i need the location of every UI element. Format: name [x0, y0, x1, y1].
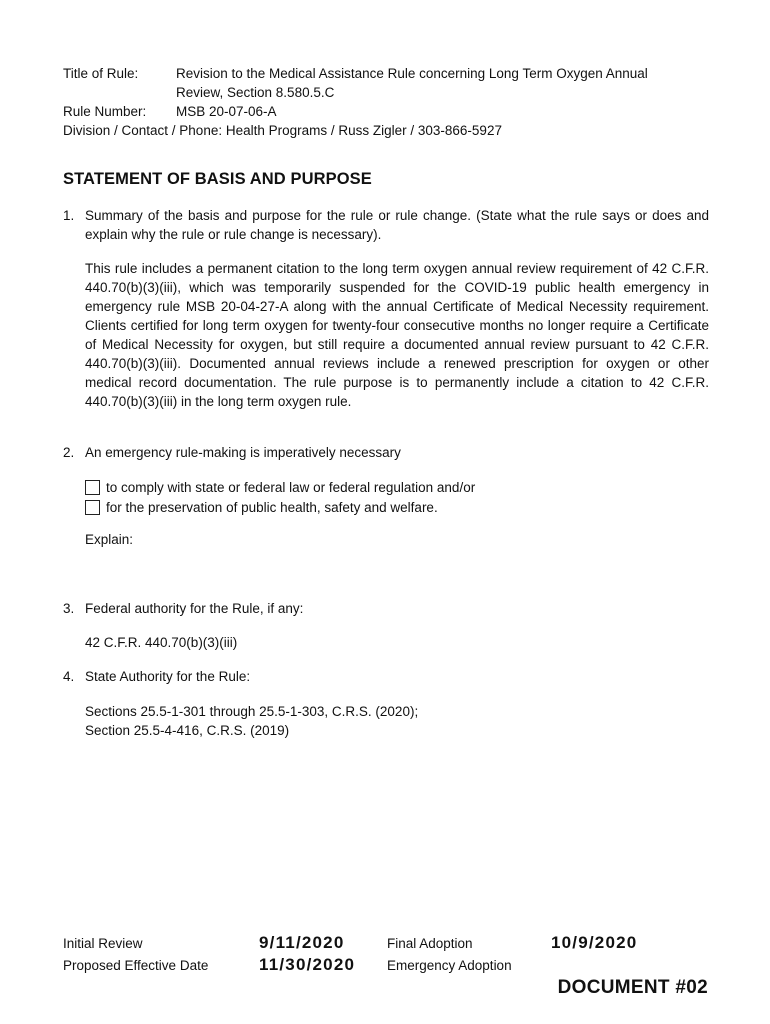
- proposed-effective-date-label: Proposed Effective Date: [63, 958, 209, 973]
- item-3-question: [63, 599, 709, 618]
- item-4-answer-line-1: Sections 25.5-1-301 through 25.5-1-303, C.R.S. (2020);: [85, 704, 419, 719]
- explain-label: Explain:: [85, 532, 134, 547]
- title-label: Title of Rule:: [63, 66, 139, 81]
- rule-header: [63, 64, 723, 140]
- checkbox-comply-law[interactable]: [85, 480, 100, 495]
- rule-number-label: Rule Number:: [63, 104, 147, 119]
- initial-review-date: 9/11/2020: [259, 933, 345, 952]
- final-adoption-label: Final Adoption: [387, 936, 473, 951]
- initial-review-label: Initial Review: [63, 936, 143, 951]
- item-number: 2.: [63, 445, 75, 460]
- checkbox-label: for the preservation of public health, safety and welfare.: [106, 499, 438, 515]
- title-line-1: Revision to the Medical Assistance Rule concerning Long Term Oxygen Annual: [176, 66, 648, 81]
- checkbox-public-health[interactable]: [85, 500, 100, 515]
- item-number: 1.: [63, 208, 75, 223]
- emergency-checkbox-group: [85, 477, 709, 517]
- item-4-answer: [85, 702, 709, 740]
- item-question-text: State Authority for the Rule:: [85, 669, 251, 684]
- division-contact-line: Division / Contact / Phone: Health Programs / Russ Zigler / 303-866-5927: [63, 123, 502, 138]
- item-question-text: Federal authority for the Rule, if any:: [85, 601, 304, 616]
- checkbox-label: to comply with state or federal law or federal regulation and/or: [106, 479, 476, 495]
- item-2-question: [63, 443, 709, 462]
- document-number: DOCUMENT #02: [557, 977, 708, 998]
- title-line-2: Review, Section 8.580.5.C: [176, 85, 335, 100]
- checkbox-row-health[interactable]: [85, 497, 709, 517]
- item-question-text: An emergency rule-making is imperatively necessary: [85, 445, 401, 460]
- item-3-answer: 42 C.F.R. 440.70(b)(3)(iii): [85, 635, 238, 650]
- item-4-answer-line-2: Section 25.5-4-416, C.R.S. (2019): [85, 723, 290, 738]
- item-question-text: Summary of the basis and purpose for the rule or rule change. (State what the rule says or does and explain why the rule or rule change is necessary).: [85, 208, 709, 242]
- item-number: 4.: [63, 669, 75, 684]
- proposed-effective-date: 11/30/2020: [259, 955, 356, 974]
- item-1-answer: This rule includes a permanent citation to the long term oxygen annual review requirement of 42 C.F.R. 440.70(b)(3)(iii), which was temporarily suspended for the COVID-19 public health emergency in emergency rule MSB 20-04-27-A along with the annual Certificate of Medical Necessity requirement. Clients certified for long term oxygen for twenty-four consecutive months no longer require a Certificate of Medical Necessity for oxygen, but still require a documented annual review pursuant to 42 C.F.R. 440.70(b)(3)(iii). Documented annual reviews include a renewed prescription for oxygen or other medical record documentation. The rule purpose is to permanently include a citation to 42 C.F.R. 440.70(b)(3)(iii) in the long term oxygen rule.: [85, 261, 709, 409]
- item-1-question: [63, 206, 709, 244]
- checkbox-row-law[interactable]: [85, 477, 709, 497]
- title-value: [176, 64, 723, 102]
- final-adoption-date: 10/9/2020: [551, 933, 638, 952]
- statement-title: STATEMENT OF BASIS AND PURPOSE: [63, 170, 372, 188]
- emergency-adoption-label: Emergency Adoption: [387, 958, 512, 973]
- item-number: 3.: [63, 601, 75, 616]
- item-4-question: [63, 667, 709, 686]
- rule-number-value: MSB 20-07-06-A: [176, 104, 277, 119]
